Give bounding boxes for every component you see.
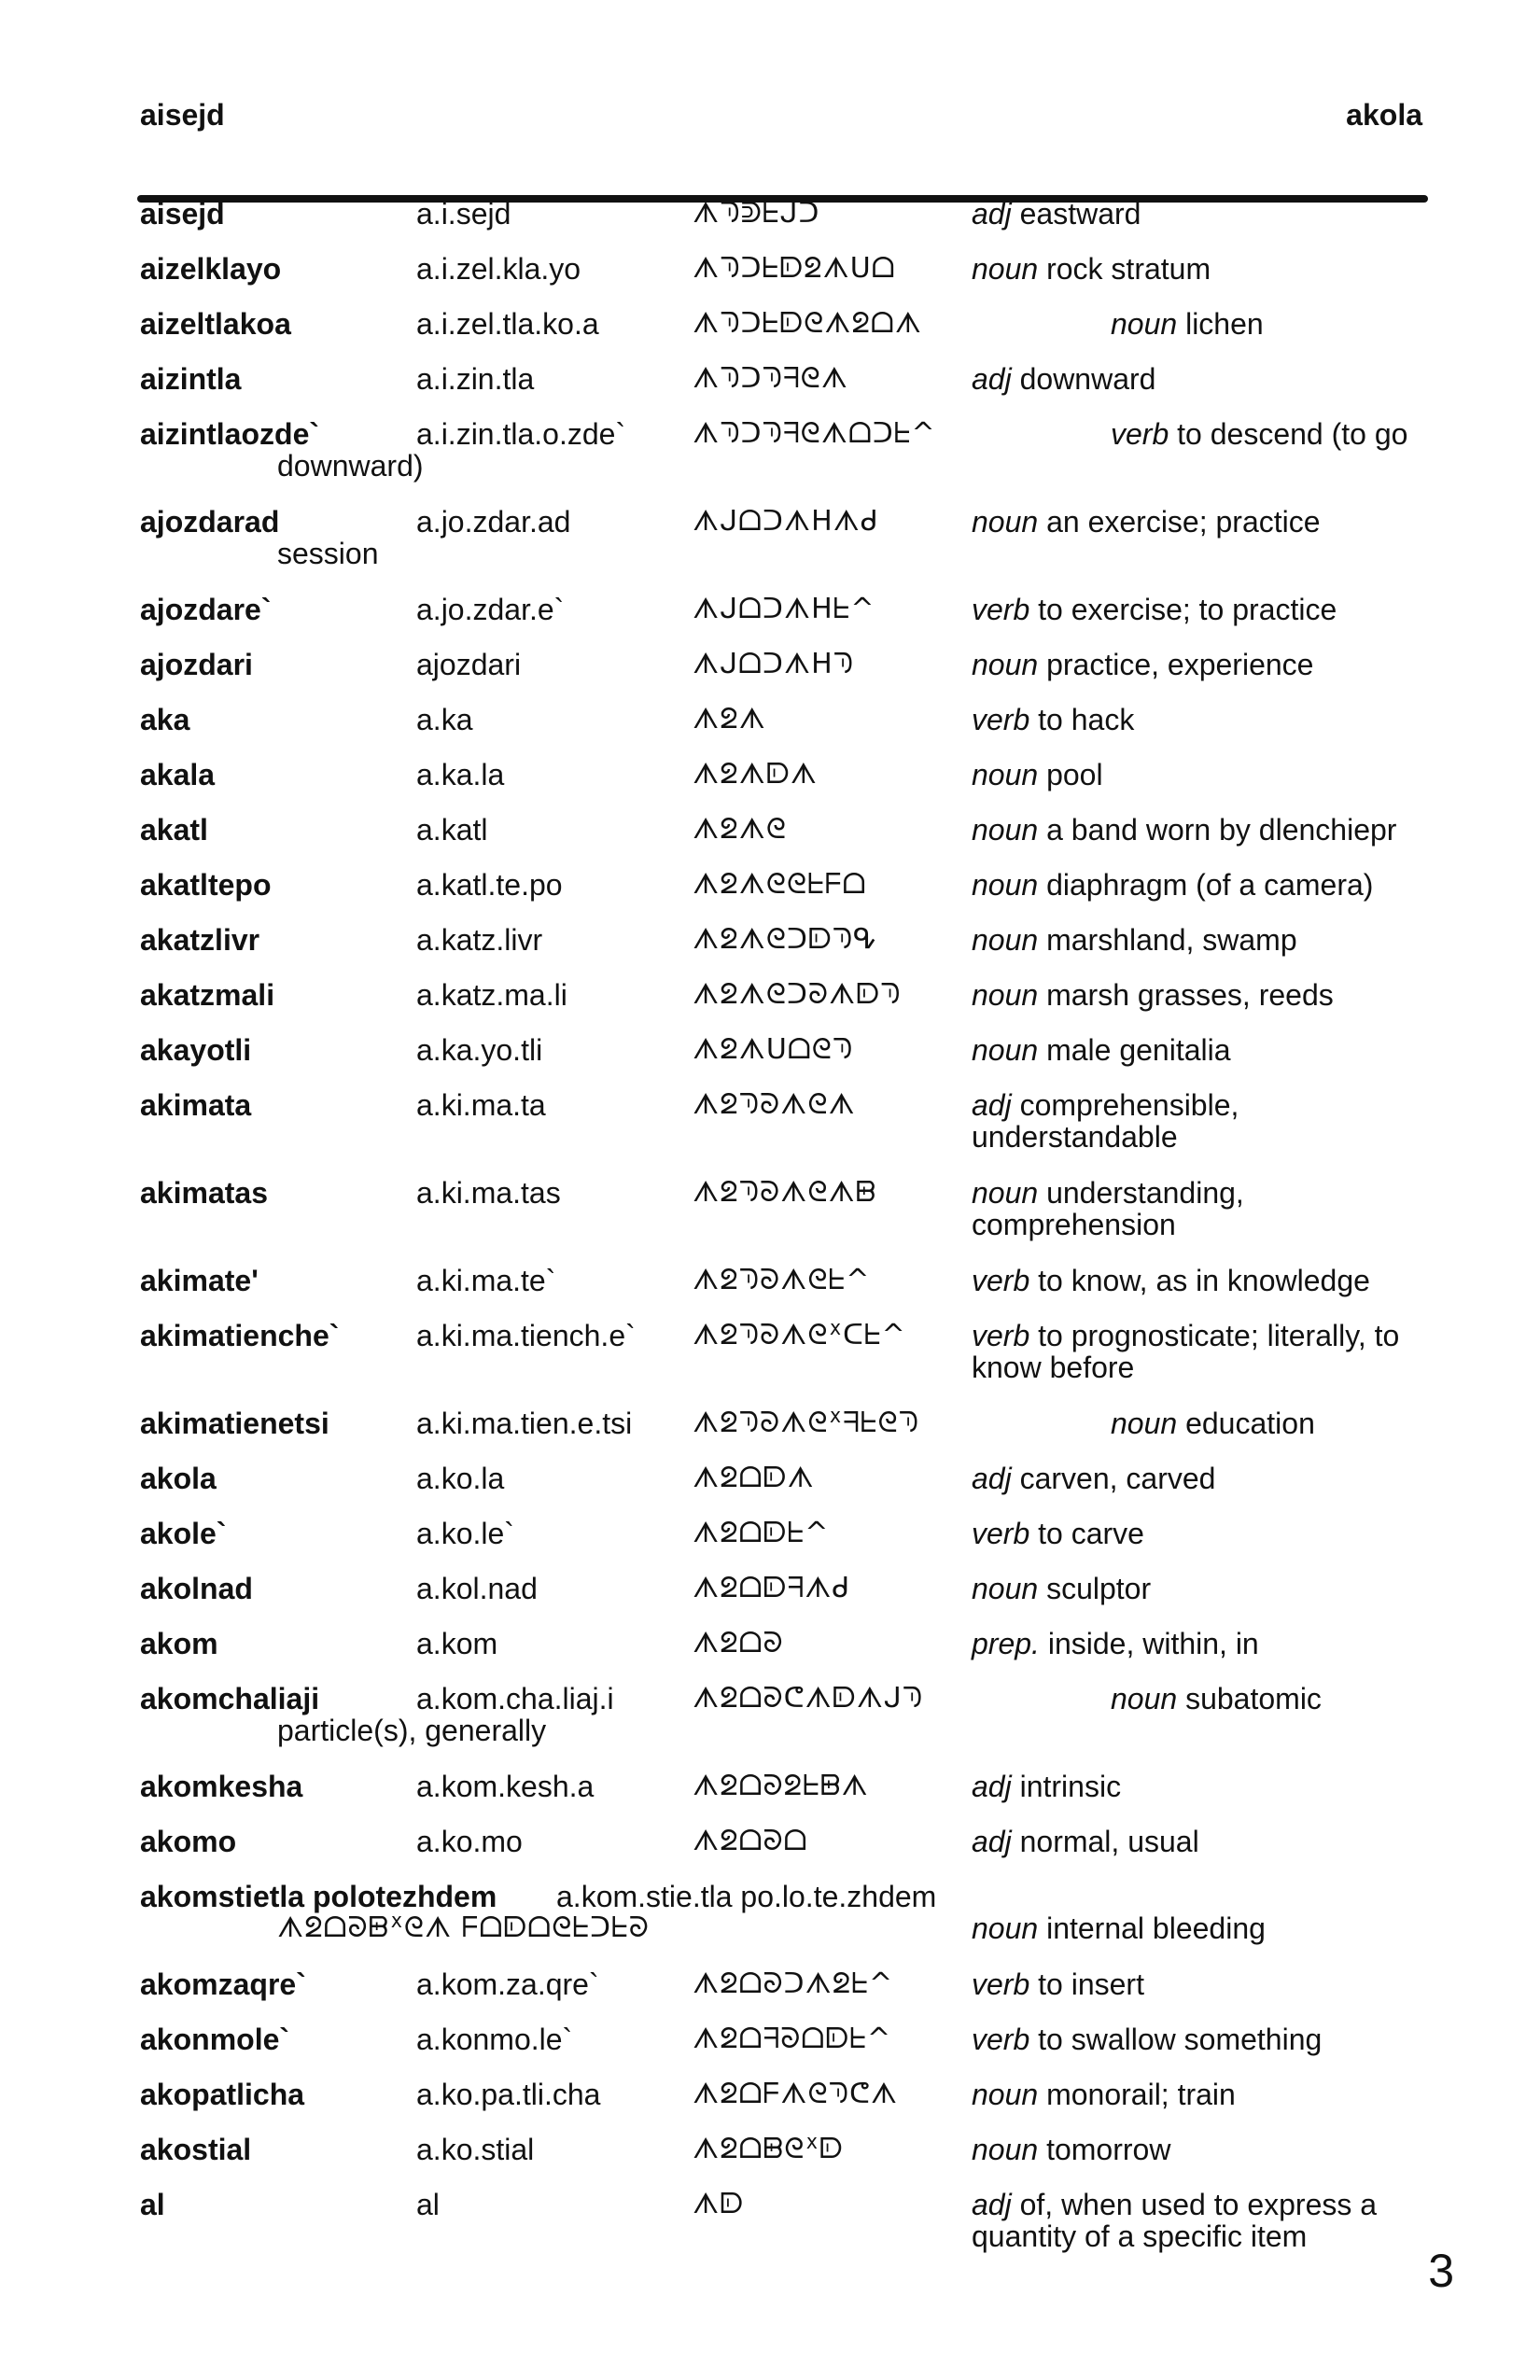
definition bbox=[972, 1771, 1438, 1802]
native-script: ᗑᘖᗝᘐᕦᗑᗟᗑᒍᘅ bbox=[693, 1682, 924, 1715]
definition bbox=[972, 1265, 1438, 1296]
headword: akimatas bbox=[140, 1176, 268, 1210]
part-of-speech: adj bbox=[972, 1088, 1012, 1122]
native-script: ᗑᘅᑐᘅᖷᘓᗑ bbox=[693, 362, 848, 395]
definition-text: understanding, comprehension bbox=[972, 1176, 1244, 1241]
headword: ajozdari bbox=[140, 648, 253, 681]
definition-continuation: downward) bbox=[277, 449, 424, 483]
definition-text: eastward bbox=[1019, 197, 1141, 231]
headword: akimata bbox=[140, 1088, 252, 1122]
definition bbox=[972, 704, 1438, 735]
headword: ajozdare` bbox=[140, 593, 272, 626]
definition-continuation: session bbox=[277, 537, 379, 570]
headword: akomchaliaji bbox=[140, 1682, 320, 1715]
native-script: ᗑᘖᗝᘐᗝ bbox=[693, 1825, 808, 1857]
native-script: ᗑᘅᕲᖶᒍᑐ bbox=[693, 197, 820, 230]
syllabification: a.jo.zdar.ad bbox=[416, 505, 571, 539]
part-of-speech: noun bbox=[972, 1572, 1039, 1605]
syllabification: a.kol.nad bbox=[416, 1572, 538, 1605]
definition-text: of, when used to express a quantity of a specific item bbox=[972, 2188, 1378, 2253]
native-script: ᗑᘖᗑᘓᑐᘐᗑᗟᘅ bbox=[693, 978, 902, 1011]
definition bbox=[972, 1912, 1438, 1944]
native-script: ᗑᘖᗝᘐᑐᗑᘖᖶ^ bbox=[693, 1967, 894, 2000]
syllabification: a.ko.pa.tli.cha bbox=[416, 2078, 601, 2111]
headword: akatzmali bbox=[140, 978, 275, 1012]
definition bbox=[972, 814, 1438, 846]
definition bbox=[972, 253, 1438, 285]
definition-text: diaphragm (of a camera) bbox=[1046, 868, 1374, 902]
headword: akom bbox=[140, 1627, 218, 1660]
syllabification: a.kom.kesh.a bbox=[416, 1770, 595, 1803]
headword: akonmole` bbox=[140, 2023, 290, 2056]
definition-text: carven, carved bbox=[1019, 1462, 1216, 1495]
definition bbox=[972, 1826, 1438, 1857]
definition bbox=[1111, 1683, 1447, 1715]
native-script: ᗑᘅᑐᖶᗟᘖᗑᑌᗝ bbox=[693, 252, 896, 285]
native-script: ᗑᘖᘅᘐᗑᘓᕁᖷᖶᘓᘅ bbox=[693, 1407, 920, 1439]
part-of-speech: verb bbox=[972, 1517, 1030, 1550]
headword: ajozdarad bbox=[140, 505, 280, 539]
part-of-speech: verb bbox=[1111, 417, 1169, 451]
syllabification: ajozdari bbox=[416, 648, 522, 681]
native-script: ᗑᘖᗝᖴᗑᘓᘅᕦᗑ bbox=[693, 2078, 899, 2110]
headword: al bbox=[140, 2188, 165, 2221]
headword: akimatienetsi bbox=[140, 1407, 329, 1440]
part-of-speech: noun bbox=[972, 1911, 1039, 1945]
headword: akatzlivr bbox=[140, 923, 260, 957]
definition bbox=[972, 1573, 1438, 1604]
headword: akomo bbox=[140, 1825, 237, 1858]
definition bbox=[972, 649, 1438, 680]
definition-text: practice, experience bbox=[1046, 648, 1314, 681]
definition bbox=[972, 1518, 1438, 1549]
definition-text: tomorrow bbox=[1046, 2133, 1171, 2166]
part-of-speech: noun bbox=[972, 923, 1039, 957]
syllabification: a.katl.te.po bbox=[416, 868, 563, 902]
part-of-speech: noun bbox=[1111, 307, 1178, 341]
definition bbox=[972, 198, 1438, 230]
syllabification: a.ka.yo.tli bbox=[416, 1033, 543, 1067]
syllabification: a.kom bbox=[416, 1627, 498, 1660]
part-of-speech: adj bbox=[972, 1462, 1012, 1495]
headword: akostial bbox=[140, 2133, 252, 2166]
headword: akayotli bbox=[140, 1033, 252, 1067]
definition bbox=[972, 979, 1438, 1011]
syllabification: a.i.zel.kla.yo bbox=[416, 252, 581, 286]
definition bbox=[972, 506, 1438, 538]
definition-text: lichen bbox=[1185, 307, 1264, 341]
definition bbox=[1111, 1407, 1428, 1439]
syllabification: a.i.zin.tla.o.zde` bbox=[416, 417, 626, 451]
definition-text: a band worn by dlenchiepr bbox=[1046, 813, 1397, 847]
definition-text: normal, usual bbox=[1019, 1825, 1199, 1858]
headword: akimatienche` bbox=[140, 1319, 340, 1352]
syllabification: a.jo.zdar.e` bbox=[416, 593, 565, 626]
definition bbox=[972, 1628, 1438, 1659]
syllabification: a.katz.livr bbox=[416, 923, 543, 957]
part-of-speech: adj bbox=[972, 1825, 1012, 1858]
part-of-speech: noun bbox=[1111, 1407, 1178, 1440]
native-script: ᗑᘖᗝᘐ bbox=[693, 1627, 784, 1659]
definition-text: to know, as in knowledge bbox=[1038, 1264, 1370, 1297]
native-script: ᗑᘖᗑ bbox=[693, 703, 766, 735]
part-of-speech: verb bbox=[972, 2023, 1030, 2056]
definition-text: to carve bbox=[1038, 1517, 1144, 1550]
part-of-speech: adj bbox=[972, 197, 1012, 231]
syllabification: a.i.zel.tla.ko.a bbox=[416, 307, 599, 341]
native-script: ᗑᘅᑐᖶᗟᘓᗑᘖᗝᗑ bbox=[693, 307, 923, 340]
headword: akimate' bbox=[140, 1264, 259, 1297]
part-of-speech: noun bbox=[972, 1033, 1039, 1067]
syllabification: a.kom.stie.tla po.lo.te.zhdem bbox=[556, 1880, 937, 1913]
definition-text: to insert bbox=[1038, 1967, 1144, 2001]
headword: akatl bbox=[140, 813, 208, 847]
part-of-speech: verb bbox=[972, 1264, 1030, 1297]
page-number: 3 bbox=[1428, 2245, 1454, 2297]
headword: akopatlicha bbox=[140, 2078, 305, 2111]
definition bbox=[972, 1089, 1438, 1153]
definition-text: sculptor bbox=[1046, 1572, 1152, 1605]
native-script: ᗑᘖᗝᗸᘓᕁᗟ bbox=[693, 2133, 844, 2165]
part-of-speech: adj bbox=[972, 1770, 1012, 1803]
part-of-speech: verb bbox=[972, 1319, 1030, 1352]
syllabification: a.ko.stial bbox=[416, 2133, 535, 2166]
definition-text: to exercise; to practice bbox=[1038, 593, 1337, 626]
headword: akolnad bbox=[140, 1572, 253, 1605]
definition bbox=[972, 2023, 1438, 2055]
native-script: ᗑᗟ bbox=[693, 2188, 745, 2220]
definition-text: inside, within, in bbox=[1047, 1627, 1259, 1660]
headword: aka bbox=[140, 703, 190, 736]
native-script: ᗑᒍᗝᑐᗑᕼᗑᑯ bbox=[693, 505, 879, 538]
syllabification: a.ki.ma.te` bbox=[416, 1264, 556, 1297]
native-script: ᗑᘖᗑᑌᗝᘓᘅ bbox=[693, 1033, 854, 1066]
syllabification: a.katl bbox=[416, 813, 488, 847]
native-script: ᗑᘖᘅᘐᗑᘓᗑᗸ bbox=[693, 1176, 877, 1209]
definition-text: marshland, swamp bbox=[1046, 923, 1297, 957]
definition bbox=[972, 2134, 1438, 2165]
part-of-speech: verb bbox=[972, 703, 1030, 736]
part-of-speech: prep. bbox=[972, 1627, 1040, 1660]
definition-text: to prognosticate; literally, to know before bbox=[972, 1319, 1400, 1384]
syllabification: a.ki.ma.ta bbox=[416, 1088, 546, 1122]
headword: akole` bbox=[140, 1517, 227, 1550]
headword: akomzaqre` bbox=[140, 1967, 306, 2001]
syllabification: al bbox=[416, 2188, 440, 2221]
headword: akola bbox=[140, 1462, 217, 1495]
native-script: ᗑᘅᑐᘅᖷᘓᗑᗝᑐᖶ^ bbox=[693, 417, 936, 450]
syllabification: a.ka.la bbox=[416, 758, 505, 791]
definition-text: to swallow something bbox=[1038, 2023, 1323, 2056]
syllabification: a.ki.ma.tas bbox=[416, 1176, 561, 1210]
native-script: ᗑᘖᗝᗟᖷᗑᑯ bbox=[693, 1572, 851, 1604]
native-script: ᗑᘖᗑᘓᘓᖶᖴᗝ bbox=[693, 868, 867, 901]
definition-text: internal bleeding bbox=[1046, 1911, 1266, 1945]
syllabification: a.kom.cha.liaj.i bbox=[416, 1682, 614, 1715]
native-script: ᗑᘖᘅᘐᗑᘓᖶ^ bbox=[693, 1264, 871, 1296]
definition-text: downward bbox=[1019, 362, 1156, 396]
headword: akala bbox=[140, 758, 216, 791]
syllabification: a.ki.ma.tien.e.tsi bbox=[416, 1407, 633, 1440]
definition bbox=[972, 1320, 1438, 1383]
running-head-left: aisejd bbox=[140, 98, 225, 132]
definition bbox=[972, 2189, 1438, 2252]
definition-continuation: particle(s), generally bbox=[277, 1714, 547, 1747]
native-script: ᗑᘖᗝᗟᗑ bbox=[693, 1462, 815, 1494]
part-of-speech: noun bbox=[972, 2133, 1039, 2166]
definition-text: subatomic bbox=[1185, 1682, 1322, 1715]
syllabification: a.i.zin.tla bbox=[416, 362, 535, 396]
native-script: ᗑᒍᗝᑐᗑᕼᘅ bbox=[693, 648, 855, 680]
definition bbox=[972, 1463, 1438, 1494]
part-of-speech: verb bbox=[972, 1967, 1030, 2001]
definition bbox=[972, 1034, 1438, 1066]
headword: aizelklayo bbox=[140, 252, 282, 286]
definition-text: monorail; train bbox=[1046, 2078, 1236, 2111]
native-script: ᗑᘖᗑᗟᗑ bbox=[693, 758, 818, 791]
part-of-speech: noun bbox=[972, 813, 1039, 847]
definition-text: education bbox=[1185, 1407, 1315, 1440]
headword: aizeltlakoa bbox=[140, 307, 291, 341]
headword: aizintla bbox=[140, 362, 242, 396]
definition bbox=[972, 2079, 1438, 2110]
syllabification: a.konmo.le` bbox=[416, 2023, 573, 2056]
definition-text: pool bbox=[1046, 758, 1103, 791]
headword: akatltepo bbox=[140, 868, 272, 902]
native-script: ᗑᘖᗝᘐᗸᕁᘓᗑ ᖴᗝᗟᗝᘓᖶᑐᖶᘐ bbox=[277, 1911, 650, 1944]
syllabification: a.ko.le` bbox=[416, 1517, 514, 1550]
definition bbox=[972, 924, 1438, 956]
definition-text: rock stratum bbox=[1046, 252, 1211, 286]
native-script: ᗑᘖᗝᗟᖶ^ bbox=[693, 1517, 830, 1549]
syllabification: a.katz.ma.li bbox=[416, 978, 567, 1012]
native-script: ᗑᘖᘅᘐᗑᘓᕁᑕᖶ^ bbox=[693, 1319, 906, 1351]
part-of-speech: noun bbox=[972, 648, 1039, 681]
definition bbox=[972, 1968, 1438, 2000]
native-script: ᗑᘖᗝᖷᘐᗝᗟᖶ^ bbox=[693, 2023, 892, 2055]
native-script: ᗑᘖᗑᘓᑐᗟᘅᕴ bbox=[693, 923, 878, 956]
definition bbox=[972, 1177, 1438, 1240]
definition-text: comprehensible, understandable bbox=[972, 1088, 1239, 1154]
definition-text: male genitalia bbox=[1046, 1033, 1231, 1067]
definition bbox=[972, 363, 1438, 395]
part-of-speech: noun bbox=[972, 505, 1039, 539]
native-script: ᗑᘖᗑᘓ bbox=[693, 813, 787, 846]
part-of-speech: noun bbox=[972, 978, 1039, 1012]
definition bbox=[1111, 418, 1447, 450]
syllabification: a.kom.za.qre` bbox=[416, 1967, 599, 2001]
native-script: ᗑᘖᗝᘐᘖᖶᗸᗑ bbox=[693, 1770, 869, 1802]
definition bbox=[972, 594, 1438, 625]
definition bbox=[1111, 308, 1428, 340]
part-of-speech: noun bbox=[972, 2078, 1039, 2111]
definition-text: to descend (to go bbox=[1177, 417, 1408, 451]
part-of-speech: noun bbox=[972, 758, 1039, 791]
part-of-speech: noun bbox=[972, 252, 1039, 286]
syllabification: a.ki.ma.tiench.e` bbox=[416, 1319, 636, 1352]
headword: aizintlaozde` bbox=[140, 417, 320, 451]
native-script: ᗑᘖᘅᘐᗑᘓᗑ bbox=[693, 1088, 856, 1121]
syllabification: a.ka bbox=[416, 703, 473, 736]
part-of-speech: noun bbox=[972, 868, 1039, 902]
definition-text: to hack bbox=[1038, 703, 1135, 736]
part-of-speech: adj bbox=[972, 2188, 1012, 2221]
part-of-speech: noun bbox=[1111, 1682, 1178, 1715]
native-script: ᗑᒍᗝᑐᗑᕼᖶ^ bbox=[693, 593, 875, 625]
definition bbox=[972, 759, 1438, 791]
definition-text: marsh grasses, reeds bbox=[1046, 978, 1334, 1012]
definition-text: an exercise; practice bbox=[1046, 505, 1321, 539]
headword: akomstietla polotezhdem bbox=[140, 1880, 497, 1913]
part-of-speech: verb bbox=[972, 593, 1030, 626]
part-of-speech: adj bbox=[972, 362, 1012, 396]
headword: akomkesha bbox=[140, 1770, 303, 1803]
definition-text: intrinsic bbox=[1019, 1770, 1122, 1803]
syllabification: a.ko.mo bbox=[416, 1825, 523, 1858]
syllabification: a.i.sejd bbox=[416, 197, 511, 231]
syllabification: a.ko.la bbox=[416, 1462, 505, 1495]
running-head-right: akola bbox=[1346, 98, 1422, 132]
headword: aisejd bbox=[140, 197, 225, 231]
definition bbox=[972, 869, 1438, 901]
part-of-speech: noun bbox=[972, 1176, 1039, 1210]
